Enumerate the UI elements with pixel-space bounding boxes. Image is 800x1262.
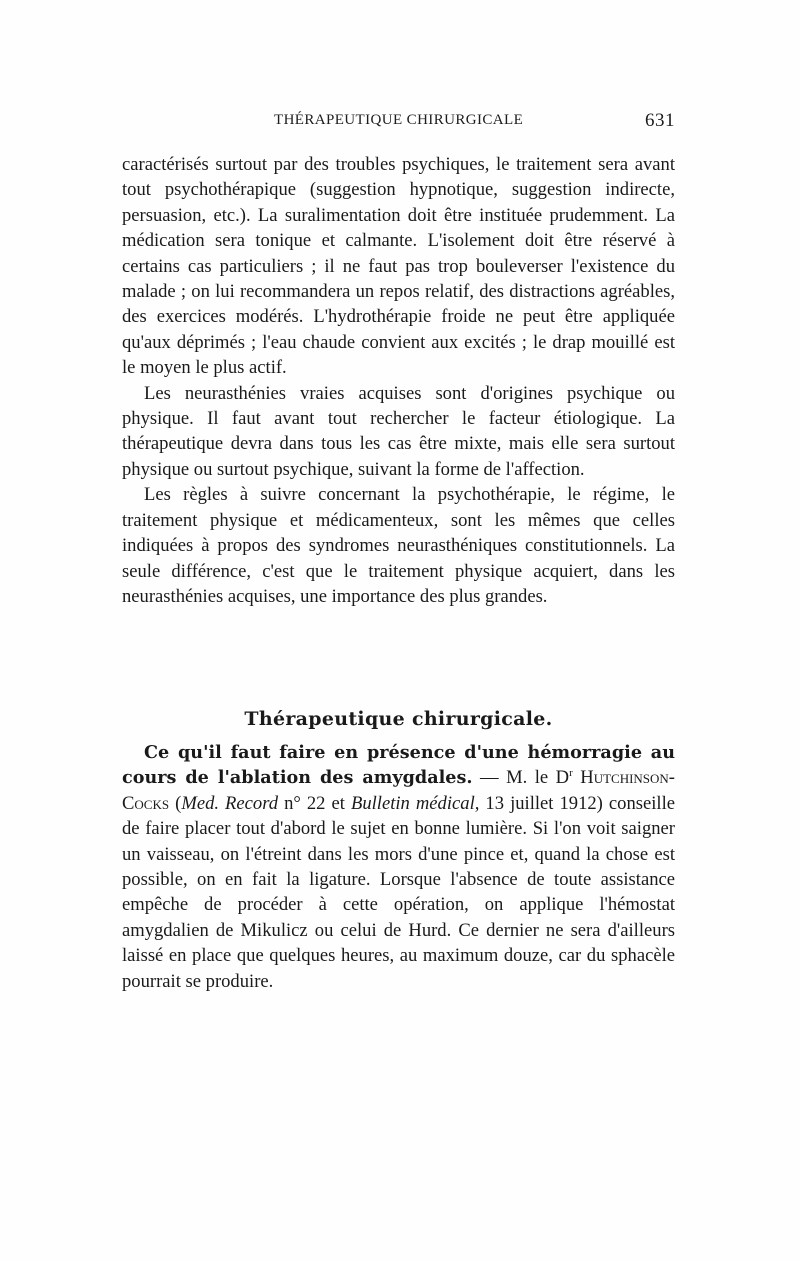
paragraph-1: caractérisés surtout par des troubles psychiques, le traitement sera avant tout psychothérapique (suggestion hypnotique, suggestion indirecte, persuasion, etc.). La suralimentation doit être instituée prudemment. La médication sera tonique et calmante. L'isolement doit être réservé à certains cas particuliers ; il ne faut pas trop bouleverser l'existence du malade ; on lui recommandera un repos relatif, des distractions agréables, des exercices modérés. L'hydrothérapie froide ne peut être appliquée qu'aux déprimés ; l'eau chaude convient aux excités ; le drap mouillé est le moyen le plus actif. bbox=[122, 154, 675, 379]
running-head: THÉRAPEUTIQUE CHIRURGICALE bbox=[274, 112, 524, 128]
section-body bbox=[122, 740, 675, 994]
section-rest: 13 juillet 1912) conseille de faire placer tout d'abord le sujet en bonne lumière. Si l'on voit saigner un vaisseau, on l'étreint dans les mors d'une pince et, quand la chose est possible, on en fait la ligature. Lorsque l'absence de toute assistance empêche de procéder à cette opération, on applique l'hémostat amygdalien de Mikulicz ou celui de Hurd. Ce dernier ne sera d'ailleurs laissé en place que quelques heures, au maximum douze, car du sphacèle pourrait se produire. bbox=[122, 792, 675, 992]
dash-author-prefix: — M. le D bbox=[472, 767, 570, 789]
body-text bbox=[122, 152, 675, 609]
section-title: Thérapeutique chirurgicale. bbox=[244, 708, 553, 730]
open-paren: ( bbox=[169, 792, 182, 814]
paragraph-3: Les règles à suivre concernant la psychothérapie, le régime, le traitement physique et médicamenteux, sont les mêmes que celles indiquées à propos des syndromes neurasthéniques constitutionnels. La seule différence, c'est que le traitement physique acquiert, dans les neurasthénies acquises, une importance des plus grandes. bbox=[122, 484, 675, 607]
dr-superscript: r bbox=[569, 767, 573, 780]
journal-number: n° 22 et bbox=[278, 792, 351, 814]
section-paragraph bbox=[122, 740, 675, 994]
author-name: Hutchinson-Cocks bbox=[122, 767, 675, 814]
section-lead: Ce qu'il faut faire en présence d'une hémorragie au cours de l'ablation des amygdales. bbox=[122, 742, 675, 789]
paragraph-2: Les neurasthénies vraies acquises sont d'origines psychique ou physique. Il faut avant tout rechercher le facteur étiologique. La thérapeutique devra dans tous les cas être mixte, mais elle sera surtout physique ou surtout psychique, suivant la forme de l'affection. bbox=[122, 382, 675, 480]
page-header bbox=[122, 112, 675, 138]
journal-name-2: Bulletin médical, bbox=[350, 792, 480, 814]
journal-name-1: Med. Record bbox=[181, 792, 279, 814]
page-number: 631 bbox=[645, 110, 675, 131]
